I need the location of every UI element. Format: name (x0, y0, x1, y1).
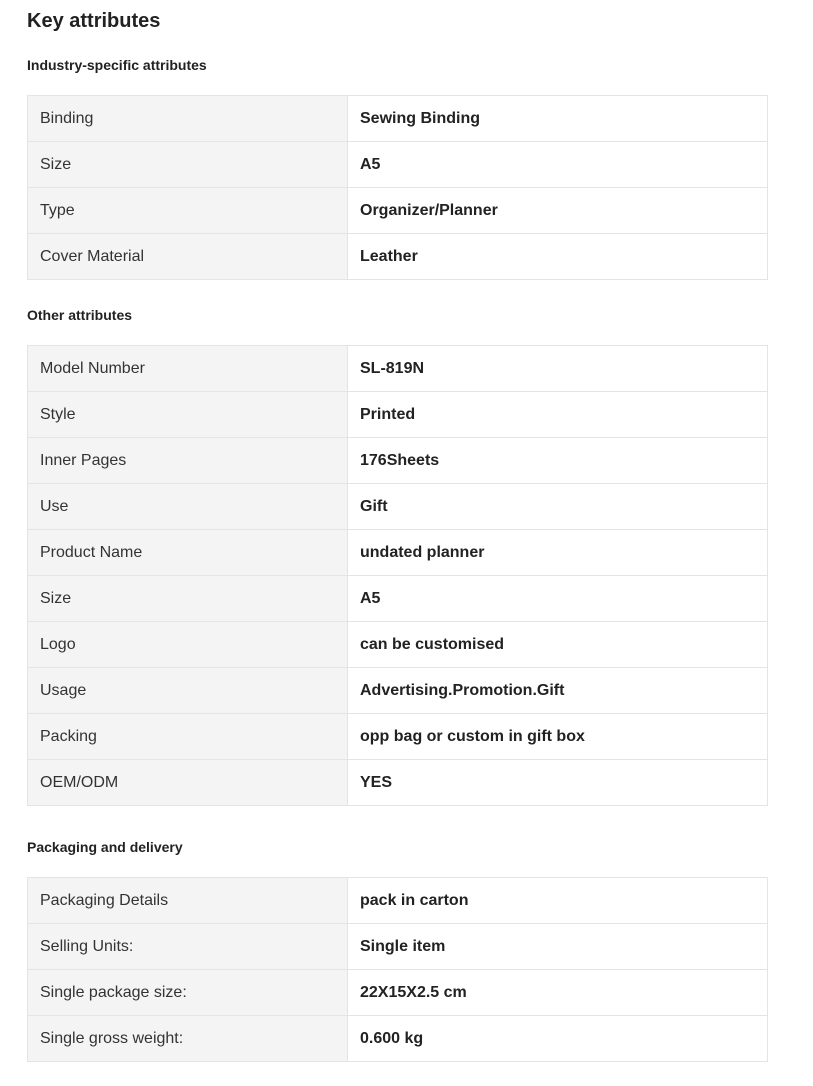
page-title: Key attributes (27, 10, 161, 32)
attribute-name: Size (28, 142, 348, 188)
attribute-name: Single package size: (28, 970, 348, 1016)
table-row (28, 924, 768, 970)
attribute-name: Cover Material (28, 234, 348, 280)
table-row (28, 530, 768, 576)
attribute-value: Advertising.Promotion.Gift (348, 668, 768, 714)
attribute-value: can be customised (348, 622, 768, 668)
section-heading-other-attributes: Other attributes (27, 307, 133, 323)
attribute-name: Type (28, 188, 348, 234)
attribute-name: Packing (28, 714, 348, 760)
attribute-name: Model Number (28, 346, 348, 392)
attribute-name: Logo (28, 622, 348, 668)
attribute-value: SL-819N (348, 346, 768, 392)
section-heading-packaging-delivery: Packaging and delivery (27, 839, 183, 855)
table-row (28, 714, 768, 760)
attribute-value: Leather (348, 234, 768, 280)
attribute-name: Binding (28, 96, 348, 142)
table-row (28, 668, 768, 714)
attribute-name: OEM/ODM (28, 760, 348, 806)
attribute-name: Product Name (28, 530, 348, 576)
table-row (28, 438, 768, 484)
attribute-value: Sewing Binding (348, 96, 768, 142)
table-row (28, 346, 768, 392)
other-attributes-table (27, 345, 768, 806)
table-row (28, 234, 768, 280)
attribute-value: A5 (348, 576, 768, 622)
attribute-value: opp bag or custom in gift box (348, 714, 768, 760)
attribute-value: 0.600 kg (348, 1016, 768, 1062)
table-row (28, 188, 768, 234)
attribute-name: Usage (28, 668, 348, 714)
attribute-name: Selling Units: (28, 924, 348, 970)
attribute-name: Style (28, 392, 348, 438)
packaging-delivery-table (27, 877, 768, 1062)
attribute-name: Packaging Details (28, 878, 348, 924)
attribute-name: Single gross weight: (28, 1016, 348, 1062)
attribute-name: Use (28, 484, 348, 530)
attribute-value: pack in carton (348, 878, 768, 924)
table-row (28, 1016, 768, 1062)
table-row (28, 484, 768, 530)
attribute-value: A5 (348, 142, 768, 188)
attribute-value: Gift (348, 484, 768, 530)
table-row (28, 576, 768, 622)
attribute-value: Organizer/Planner (348, 188, 768, 234)
table-row (28, 96, 768, 142)
table-row (28, 760, 768, 806)
table-row (28, 392, 768, 438)
industry-specific-attributes-table (27, 95, 768, 280)
attribute-value: 176Sheets (348, 438, 768, 484)
attribute-value: undated planner (348, 530, 768, 576)
attribute-name: Inner Pages (28, 438, 348, 484)
table-row (28, 970, 768, 1016)
attribute-value: Single item (348, 924, 768, 970)
table-row (28, 878, 768, 924)
attribute-name: Size (28, 576, 348, 622)
table-row (28, 142, 768, 188)
attribute-value: 22X15X2.5 cm (348, 970, 768, 1016)
attribute-value: Printed (348, 392, 768, 438)
attribute-value: YES (348, 760, 768, 806)
section-heading-industry-specific: Industry-specific attributes (27, 57, 207, 73)
table-row (28, 622, 768, 668)
